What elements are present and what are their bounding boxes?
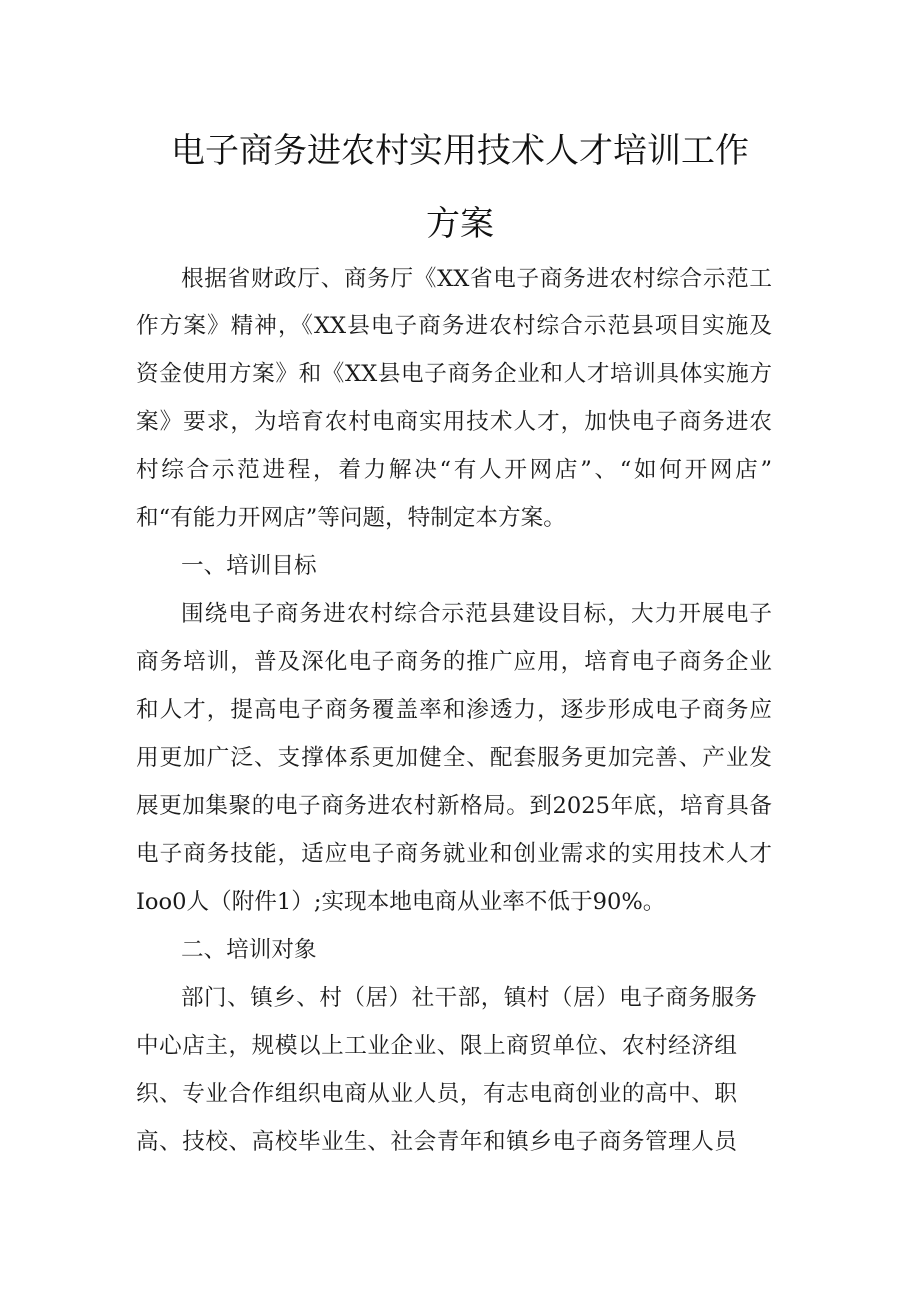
section-1-heading: 一、培训目标 (181, 553, 317, 579)
intro-line-4: 案》要求，为培育农村电商实用技术人才，加快电子商务进农 (136, 409, 772, 435)
section-1-line-1: 围绕电子商务进农村综合示范县建设目标，大力开展电子 (181, 601, 772, 627)
section-1-line-2: 商务培训，普及深化电子商务的推广应用，培育电子商务企业 (136, 649, 772, 675)
intro-line-1: 根据省财政厅、商务厅《XX省电子商务进农村综合示范工 (181, 266, 772, 292)
section-1-line-6: 电子商务技能，适应电子商务就业和创业需求的实用技术人才 (136, 841, 772, 867)
section-2-heading: 二、培训对象 (181, 937, 317, 963)
intro-line-5: 村综合示范进程，着力解决“有人开网店”、“如何开网店” (136, 457, 772, 483)
section-2-line-2: 中心店主，规模以上工业企业、限上商贸单位、农村经济组 (136, 1033, 737, 1059)
section-2-line-4: 高、技校、高校毕业生、社会青年和镇乡电子商务管理人员 (136, 1129, 737, 1155)
section-2-line-1: 部门、镇乡、村（居）社干部，镇村（居）电子商务服务 (181, 985, 757, 1011)
section-1-line-4: 用更加广泛、支撑体系更加健全、配套服务更加完善、产业发 (136, 745, 772, 771)
document-title-line-1: 电子商务进农村实用技术人才培训工作 (171, 131, 749, 171)
section-2-line-3: 织、专业合作组织电商从业人员，有志电商创业的高中、职 (136, 1081, 737, 1107)
document-title-line-2: 方案 (426, 204, 494, 244)
intro-line-2: 作方案》精神，《XX县电子商务进农村综合示范县项目实施及 (136, 313, 772, 339)
section-1-line-7: Ioo0人（附件1）;实现本地电商从业率不低于90%。 (136, 889, 666, 915)
section-1-line-3: 和人才，提高电子商务覆盖率和渗透力，逐步形成电子商务应 (136, 697, 772, 723)
intro-line-3: 资金使用方案》和《XX县电子商务企业和人才培训具体实施方 (136, 361, 772, 387)
section-1-line-5: 展更加集聚的电子商务进农村新格局。到2025年底，培育具备 (136, 793, 772, 819)
intro-line-6: 和“有能力开网店”等问题，特制定本方案。 (136, 505, 566, 531)
